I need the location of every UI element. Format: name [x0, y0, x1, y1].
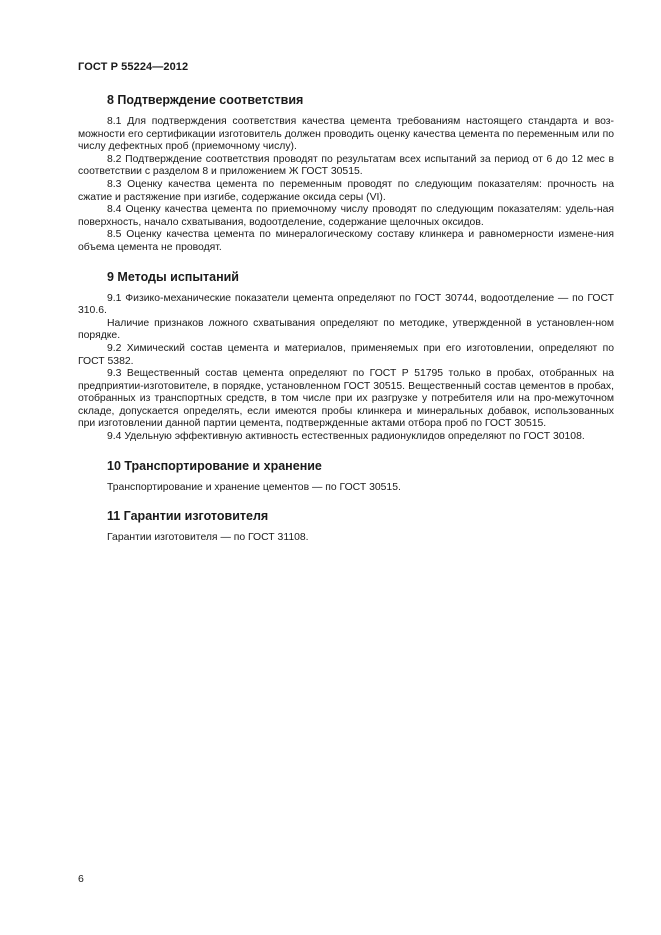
section-10	[78, 458, 614, 495]
section-title: 10 Транспортирование и хранение	[107, 458, 322, 473]
paragraph: Гарантии изготовителя — по ГОСТ 31108.	[107, 532, 309, 544]
paragraph: Наличие признаков ложного схватывания определяют по методике, утвержденной в установлен-ном порядке.	[78, 317, 614, 342]
paragraph: Транспортирование и хранение цементов — по ГОСТ 30515.	[107, 481, 401, 493]
paragraph: 9.3 Вещественный состав цемента определяют по ГОСТ Р 51795 только в пробах, отобранных на предприятии-изготовителе, в порядке, установленном ГОСТ 30515. Вещественный состав цементов в пробах, отобранных из транспортных средств, в том числе при их разгрузке у потребителя или на про-межуточном складе, допускается определять, если имеются пробы клинкера и минеральных добавок, использованных при изготовлении данной партии цемента, подтвержденные актами отбора проб по ГОСТ 30515.	[78, 368, 614, 430]
paragraph: 9.1 Физико-механические показатели цемента определяют по ГОСТ 30744, водоотделение — по ГОСТ 310.6.	[78, 292, 614, 317]
paragraph: 8.1 Для подтверждения соответствия качества цемента требованиям настоящего стандарта и воз-можности его сертификации изготовитель должен проводить оценку качества цемента по переменным или по числу дефектных проб (приемочному числу).	[78, 116, 614, 153]
section-title: 11 Гарантии изготовителя	[107, 509, 269, 524]
section-11	[78, 508, 614, 545]
paragraph: 8.2 Подтверждение соответствия проводят по результатам всех испытаний за период от 6 до 12 мес в соответствии с разделом 8 и приложением Ж ГОСТ 30515.	[78, 153, 614, 178]
section-title: 8 Подтверждение соответствия	[107, 93, 304, 107]
section-9	[78, 269, 614, 444]
section-title: 9 Методы испытаний	[107, 269, 239, 284]
document-body	[78, 92, 614, 559]
paragraph: 9.4 Удельную эффективную активность естественных радионуклидов определяют по ГОСТ 30108.	[107, 431, 585, 443]
section-8	[78, 92, 614, 255]
page-number: 6	[78, 873, 84, 885]
paragraph: 9.2 Химический состав цемента и материалов, применяемых при его изготовлении, определяют по ГОСТ 5382.	[78, 342, 614, 367]
paragraph: 8.5 Оценку качества цемента по минералогическому составу клинкера и равномерности измене-ния объема цемента не проводят.	[78, 229, 614, 253]
paragraph: 8.3 Оценку качества цемента по переменным проводят по следующим показателям: прочность на сжатие и растяжение при изгибе, содержание оксида серы (VI).	[78, 178, 614, 203]
page-header-standard: ГОСТ Р 55224—2012	[78, 61, 189, 73]
paragraph: 8.4 Оценку качества цемента по приемочному числу проводят по следующим показателям: удель-ная поверхность, начало схватывания, водоотделение, содержание щелочных оксидов.	[78, 204, 614, 228]
